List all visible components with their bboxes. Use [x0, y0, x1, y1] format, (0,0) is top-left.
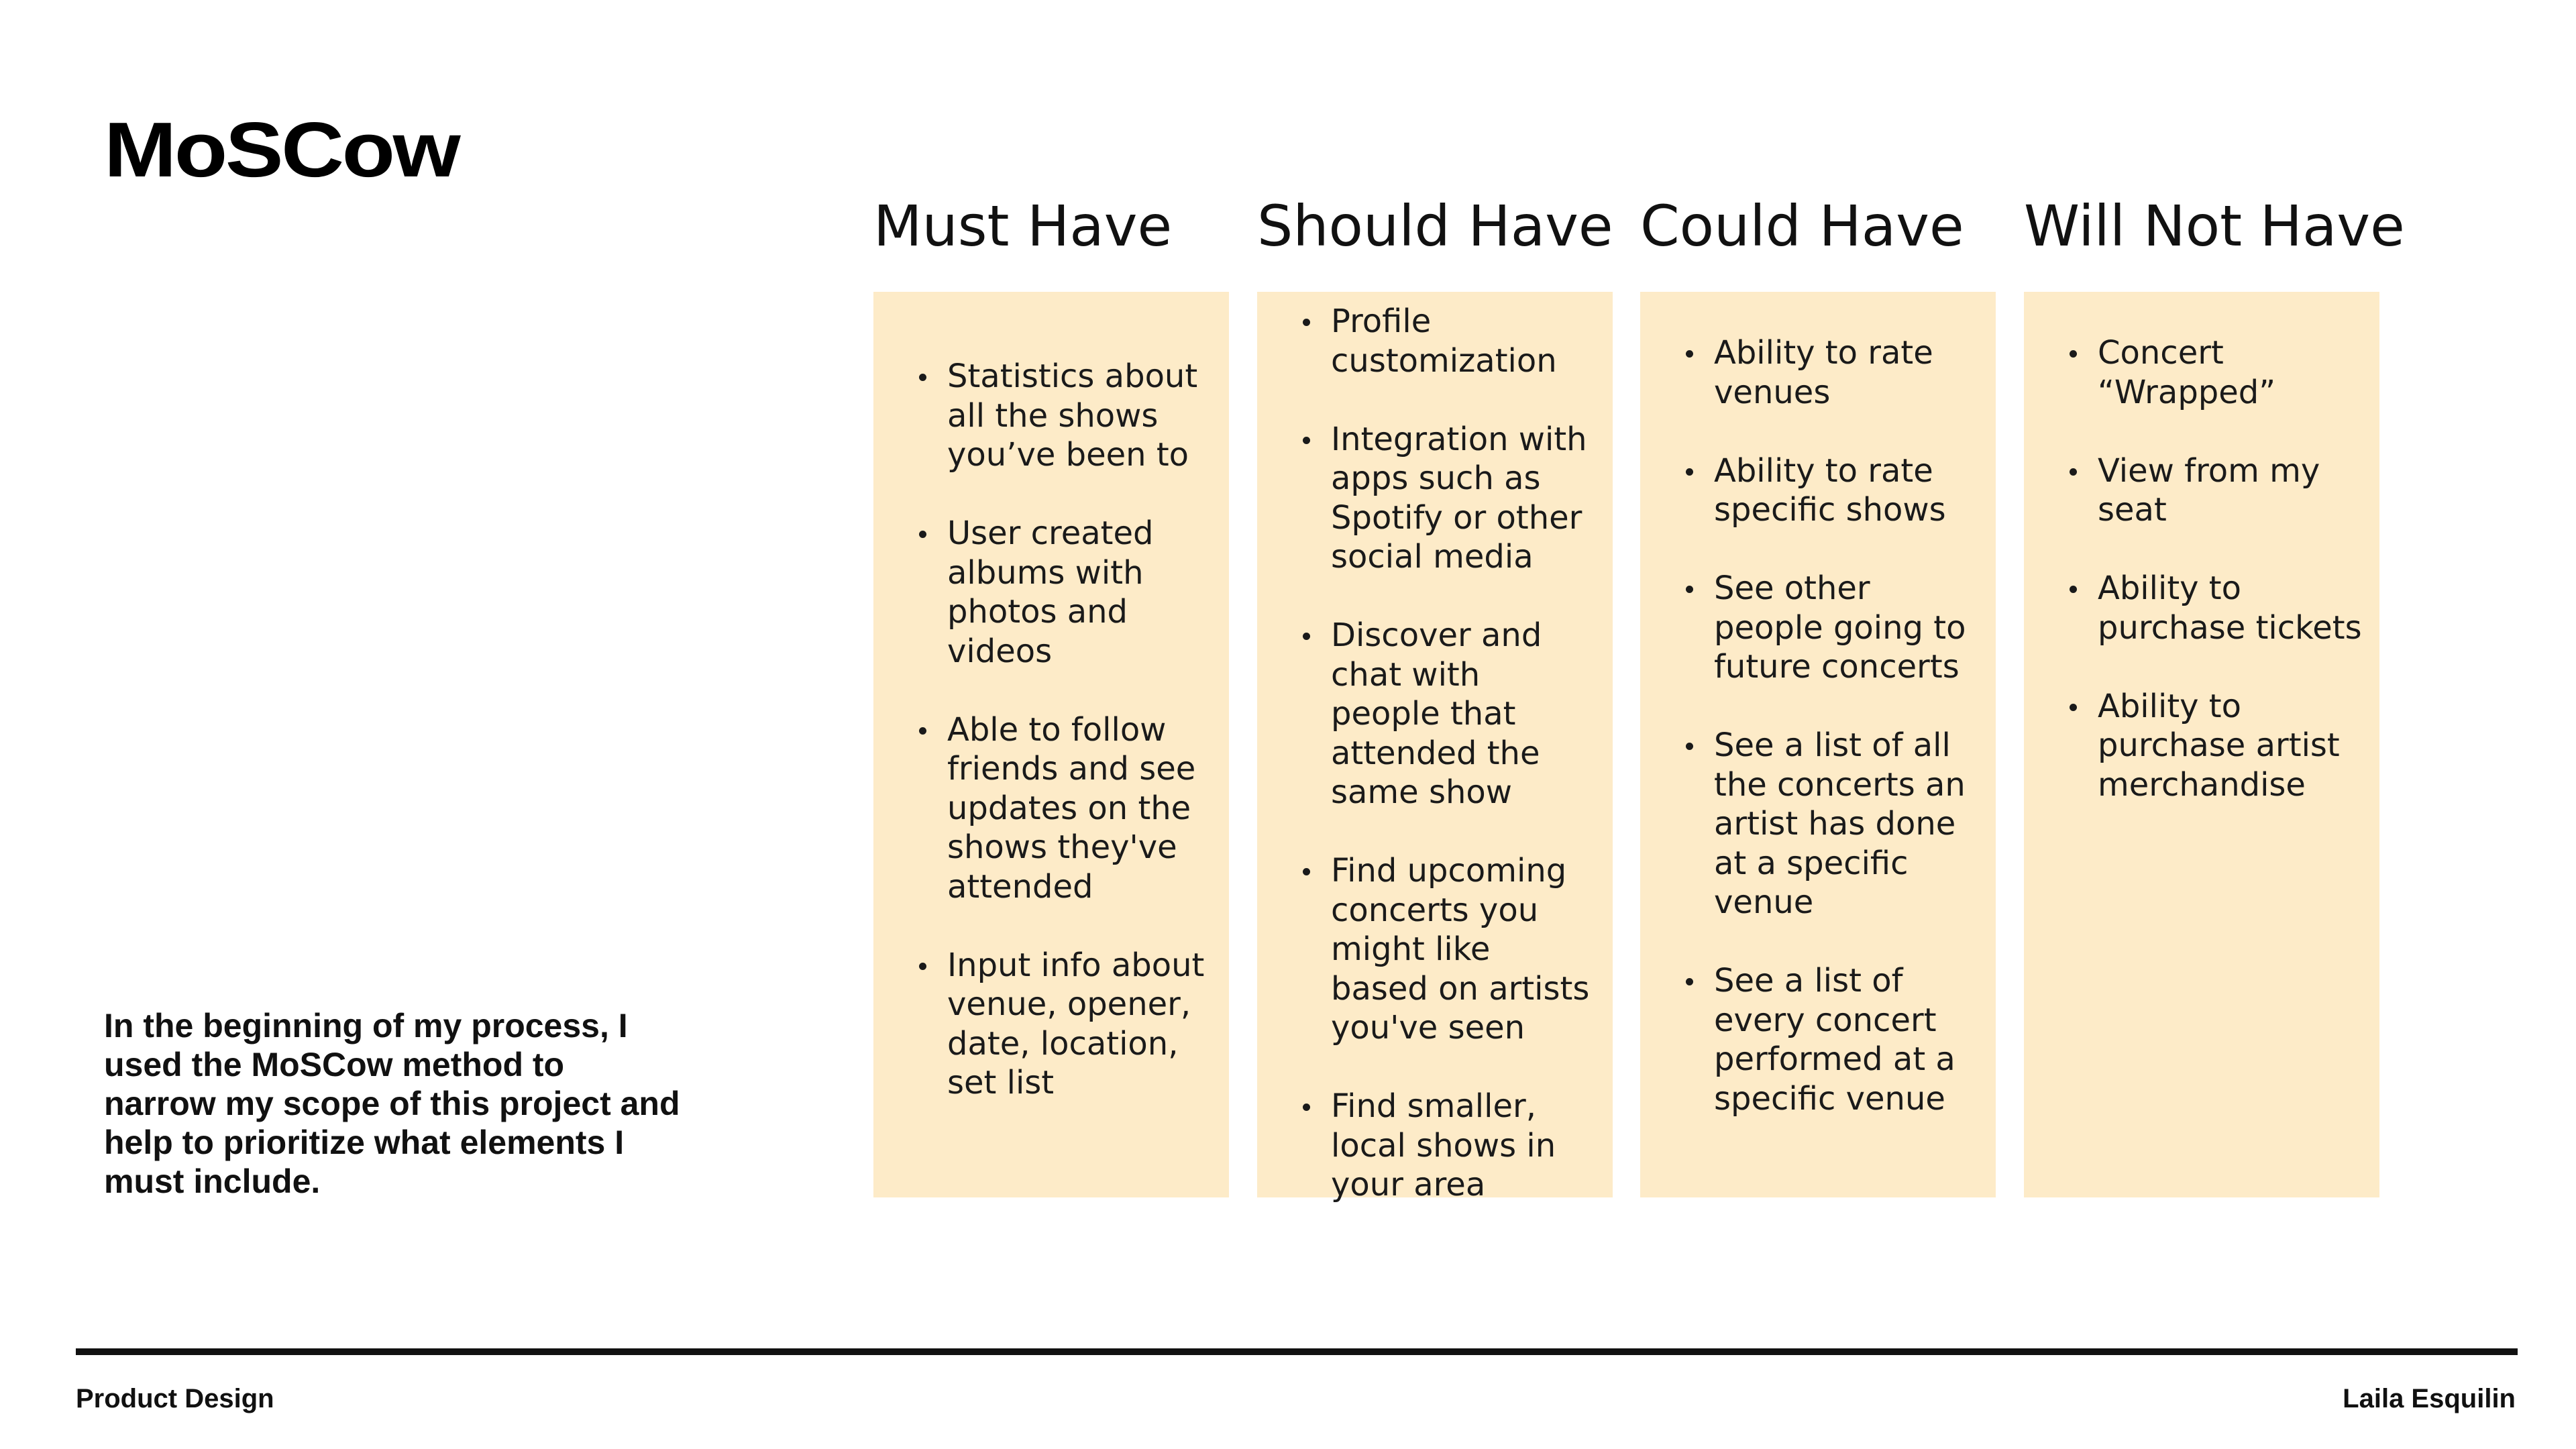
page-title: MoSCow [104, 106, 459, 193]
list-item: Find upcoming concerts you might like based on artists you've seen [1257, 851, 1613, 1048]
list-item: View from my seat [2024, 451, 2379, 530]
footer-divider [76, 1348, 2518, 1355]
list-item: User created albums with photos and videos [873, 514, 1229, 671]
column-heading-must-have: Must Have [873, 193, 1173, 259]
list-item: Ability to rate venues [1640, 333, 1996, 412]
should-have-list [1257, 302, 1613, 1205]
list-item: Input info about venue, opener, date, location, set list [873, 946, 1229, 1103]
column-card-must-have [873, 292, 1229, 1197]
will-not-have-list [2024, 333, 2379, 804]
list-item: Profile customization [1257, 302, 1613, 380]
footer-author-name: Laila Esquilin [2343, 1384, 2516, 1413]
list-item: Ability to rate specific shows [1640, 451, 1996, 530]
must-have-list [873, 357, 1229, 1103]
list-item: Find smaller, local shows in your area [1257, 1087, 1613, 1205]
intro-paragraph: In the beginning of my process, I used the MoSCow method to narrow my scope of this project and help to prioritize what elements I must include. [104, 1007, 680, 1200]
column-card-will-not-have [2024, 292, 2379, 1197]
list-item: Integration with apps such as Spotify or other social media [1257, 420, 1613, 577]
could-have-list [1640, 333, 1996, 1118]
column-heading-could-have: Could Have [1640, 193, 1964, 259]
list-item: Statistics about all the shows you’ve been to [873, 357, 1229, 475]
list-item: See other people going to future concerts [1640, 569, 1996, 687]
column-card-could-have [1640, 292, 1996, 1197]
footer-course-label: Product Design [76, 1384, 274, 1413]
column-heading-should-have: Should Have [1257, 193, 1613, 259]
list-item: Ability to purchase tickets [2024, 569, 2379, 647]
list-item: See a list of every concert performed at a specific venue [1640, 961, 1996, 1118]
list-item: Able to follow friends and see updates on the shows they've attended [873, 710, 1229, 907]
column-card-should-have [1257, 292, 1613, 1203]
column-heading-will-not-have: Will Not Have [2024, 193, 2405, 259]
list-item: Discover and chat with people that attended the same show [1257, 616, 1613, 812]
list-item: Ability to purchase artist merchandise [2024, 687, 2379, 805]
list-item: See a list of all the concerts an artist has done at a specific venue [1640, 726, 1996, 922]
list-item: Concert “Wrapped” [2024, 333, 2379, 412]
